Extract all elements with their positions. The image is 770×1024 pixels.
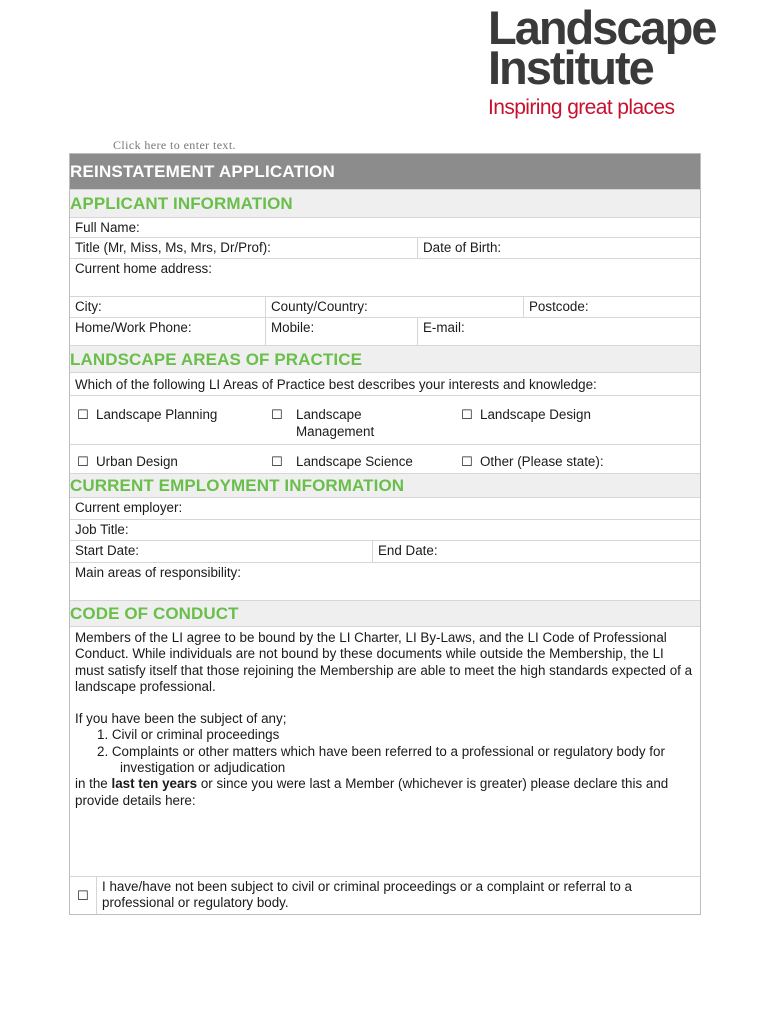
option-landscape-design: Landscape Design [480,407,591,422]
employment-section-heading: CURRENT EMPLOYMENT INFORMATION [70,474,700,498]
job-title-field[interactable]: Job Title: [75,522,129,537]
responsibility-field[interactable]: Main areas of responsibility: [75,565,241,580]
date-of-birth-field[interactable]: Date of Birth: [417,238,700,258]
applicant-section-heading: APPLICANT INFORMATION [70,190,700,218]
landscape-institute-logo [488,1,758,120]
postcode-field[interactable]: Postcode: [523,297,700,317]
option-urban-design: Urban Design [96,454,178,469]
full-name-field[interactable]: Full Name: [75,220,140,235]
conduct-closing [75,776,694,809]
reinstatement-form [69,153,701,915]
county-country-field[interactable]: County/Country: [265,297,523,317]
checkbox-declaration[interactable]: ☐ [77,888,89,903]
current-employer-field[interactable]: Current employer: [75,500,183,515]
practice-question: Which of the following LI Areas of Practice best describes your interests and knowledge: [75,377,597,392]
form-title: REINSTATEMENT APPLICATION [70,154,700,190]
enter-text-placeholder[interactable]: Click here to enter text. [113,138,236,152]
email-field[interactable]: E-mail: [417,318,700,345]
conduct-paragraph: Members of the LI agree to be bound by the LI Charter, LI By-Laws, and the LI Code of Professional Conduct. While individuals are not bound by these documents while outside the Membership, the LI must satisfy itself that those rejoining the Membership are able to meet the high standards expected of a landscape professional. [75,630,693,694]
conduct-intro: If you have been the subject of any; [75,711,287,727]
mobile-field[interactable]: Mobile: [265,318,417,345]
conduct-text-block[interactable] [70,627,700,876]
home-address-field[interactable]: Current home address: [75,261,212,276]
title-field[interactable]: Title (Mr, Miss, Ms, Mrs, Dr/Prof): [75,240,271,255]
option-landscape-planning: Landscape Planning [96,407,218,422]
checkbox-landscape-science[interactable]: ☐ [271,454,283,469]
logo-line-2: Institute [488,41,653,94]
start-date-field[interactable]: Start Date: [75,543,140,558]
logo-tagline: Inspiring great places [488,96,675,119]
checkbox-other[interactable]: ☐ [461,454,473,469]
conduct-section-heading: CODE OF CONDUCT [70,601,700,627]
logo-line-1: Landscape [488,1,716,54]
declaration-text: I have/have not been subject to civil or criminal proceedings or a complaint or referral to a professional or regulatory body. [96,877,700,914]
practice-section-heading: LANDSCAPE AREAS OF PRACTICE [70,346,700,373]
closing-post: or since you were last a Member (whichever is greater) please declare this and provide details here: [75,776,669,808]
option-landscape-management-text: Landscape Management [296,407,375,439]
option-landscape-science: Landscape Science [296,454,413,469]
closing-bold: last ten years [111,776,198,792]
checkbox-landscape-planning[interactable]: ☐ [77,407,89,422]
city-field[interactable]: City: [75,299,102,314]
conduct-list [75,727,694,776]
conduct-item-1: 1. Civil or criminal proceedings [97,727,280,743]
home-work-phone-field[interactable]: Home/Work Phone: [75,320,192,335]
option-landscape-management [290,404,454,444]
conduct-item-2-continued: investigation or adjudication [120,760,286,776]
conduct-item-2: 2. Complaints or other matters which have been referred to a professional or regulatory body for [97,743,665,759]
checkbox-landscape-design[interactable]: ☐ [461,407,473,422]
checkbox-urban-design[interactable]: ☐ [77,454,89,469]
option-other: Other (Please state): [480,454,604,469]
checkbox-landscape-management[interactable]: ☐ [271,407,283,422]
closing-pre: in the [75,776,112,792]
end-date-field[interactable]: End Date: [372,541,700,562]
